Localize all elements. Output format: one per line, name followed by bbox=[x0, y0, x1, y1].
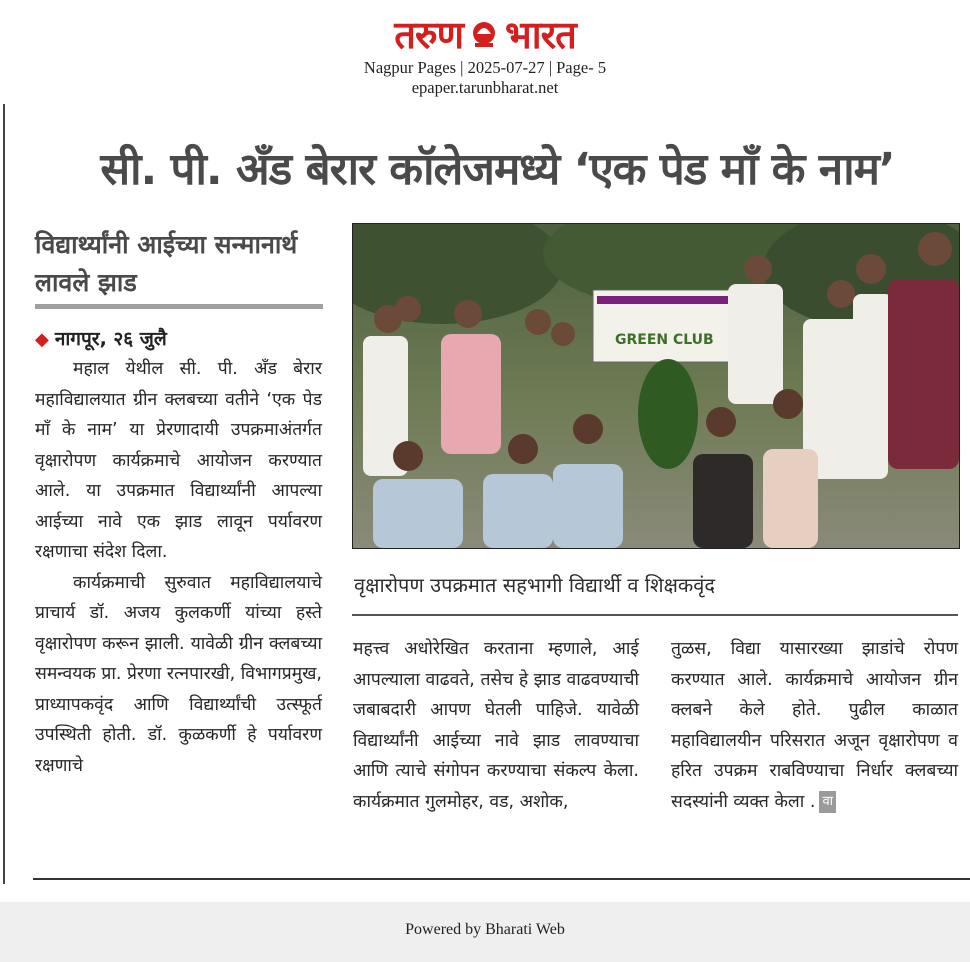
headline: सी. पी. अँड बेरार कॉलेजमध्ये ‘एक पेड माँ के नाम’ bbox=[100, 144, 895, 195]
article-column-1 bbox=[35, 354, 322, 781]
logo-text-left: तरुण bbox=[394, 13, 464, 57]
article-photo bbox=[352, 223, 960, 549]
newspaper-logo[interactable] bbox=[394, 12, 576, 58]
subheadline: विद्यार्थ्यांनी आईच्या सन्मानार्थ लावले झाड bbox=[35, 230, 298, 297]
dateline bbox=[35, 326, 167, 353]
paragraph: महत्त्व अधोरेखित करताना म्हणाले, आई आपल्याला वाढवते, तसेच हे झाड वाढवण्याची जबाबदारी आपण घेतली पाहिजे. यावेळी विद्यार्थ्यांनी आईच्या नावे झाड लावण्याचा आणि त्याचे संगोपन करण्याचा संकल्प केला. कार्यक्रमात गुलमोहर, वड, अशोक, bbox=[353, 639, 639, 812]
edition-meta: Nagpur Pages | 2025-07-27 | Page- 5 bbox=[363, 58, 607, 77]
paragraph: महाल येथील सी. पी. अँड बेरार महाविद्यालयात ग्रीन क्लबच्या वतीने ‘एक पेड माँ के नाम’ या प्रेरणादायी उपक्रमाअंतर्गत वृक्षारोपण कार्यक्रमाचे आयोजन करण्यात आले. या उपक्रमात विद्यार्थ्यांनी आपल्या आईच्या नावे एक झाड लावून पर्यावरण रक्षणाचा संदेश दिला. bbox=[35, 359, 322, 562]
photo-caption: वृक्षारोपण उपक्रमात सहभागी विद्यार्थी व शिक्षकवृंद bbox=[354, 573, 716, 597]
dateline-text: नागपूर, २६ जुलै bbox=[54, 328, 167, 350]
powered-by-text[interactable]: Powered by Bharati Web bbox=[405, 921, 565, 938]
banner-text: GREEN CLUB bbox=[615, 332, 714, 348]
subhead-divider bbox=[35, 304, 323, 309]
bottom-divider bbox=[33, 878, 970, 880]
end-mark: वा bbox=[819, 791, 836, 813]
article-column-2 bbox=[353, 634, 639, 817]
masthead bbox=[0, 12, 970, 98]
paragraph: कार्यक्रमाची सुरुवात महाविद्यालयाचे प्राचार्य डॉ. अजय कुलकर्णी यांच्या हस्ते वृक्षारोपण करून झाली. यावेळी ग्रीन क्लबच्या समन्वयक प्रा. प्रेरणा रत्नपारखी, विभागप्रमुख, प्राध्यापकवृंद आणि विद्यार्थ्यांची उत्स्फूर्त उपस्थिती होती. डॉ. कुळकर्णी हे पर्यावरण रक्षणाचे bbox=[35, 572, 322, 776]
lamp-emblem-icon bbox=[467, 18, 501, 52]
paragraph-text: तुळस, विद्या यासारख्या झाडांचे रोपण करण्यात आले. कार्यक्रमाचे आयोजन ग्रीन क्लबने केले होते. पुढील काळात महाविद्यालयीन परिसरात अजून वृक्षारोपण व हरित उपक्रम राबविण्याचा निर्धार क्लबच्या सदस्यांनी व्यक्त केला bbox=[671, 639, 958, 812]
footer bbox=[0, 902, 970, 962]
left-column-rule bbox=[3, 104, 5, 884]
green-club-banner bbox=[593, 290, 737, 362]
diamond-bullet-icon: ◆ bbox=[35, 329, 49, 350]
caption-divider bbox=[352, 614, 958, 616]
paragraph: तुळस, विद्या यासारख्या झाडांचे रोपण करण्यात आले. कार्यक्रमाचे आयोजन ग्रीन क्लबने केले होते. पुढील काळात महाविद्यालयीन परिसरात अजून वृक्षारोपण व हरित उपक्रम राबविण्याचा निर्धार क्लबच्या सदस्यांनी व्यक्त केला . वा bbox=[671, 639, 958, 812]
group-photo-illustration bbox=[353, 224, 959, 548]
logo-text-right: भारत bbox=[505, 13, 576, 57]
site-url[interactable]: epaper.tarunbharat.net bbox=[411, 78, 559, 97]
article-column-3 bbox=[671, 634, 958, 817]
